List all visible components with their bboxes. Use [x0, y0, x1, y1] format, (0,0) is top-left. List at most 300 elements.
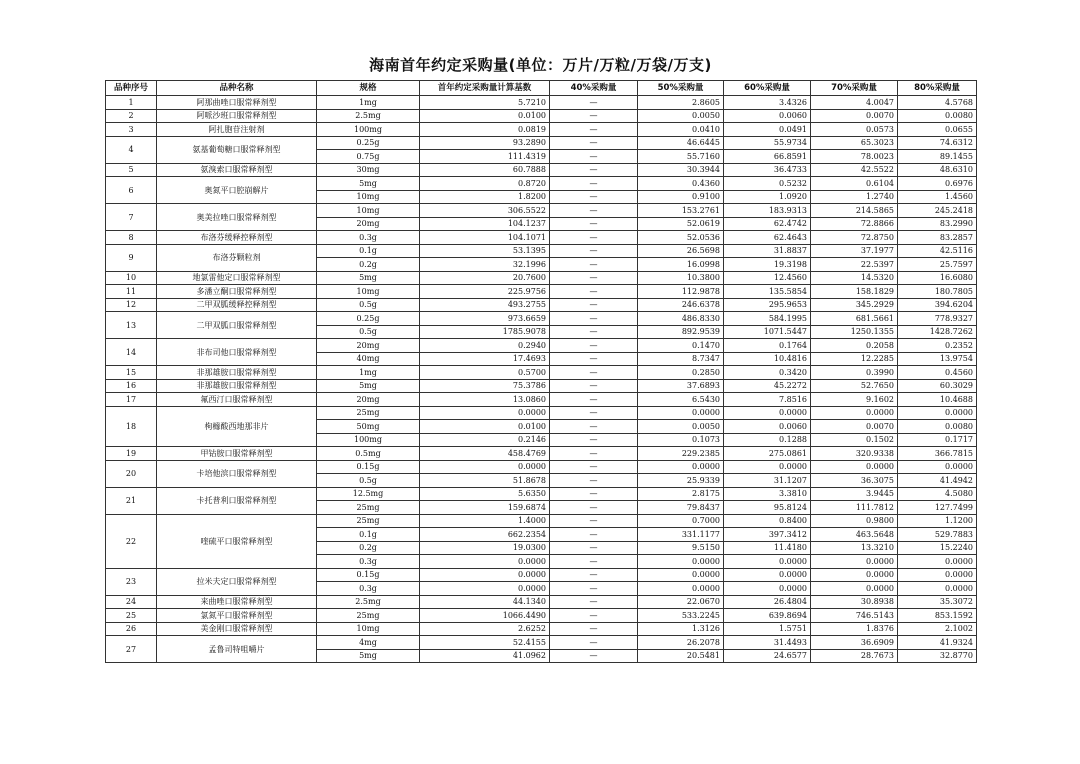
pct60-cell: 10.4816	[724, 352, 811, 366]
pct60-cell: 0.1288	[724, 433, 811, 447]
pct60-cell: 62.4643	[724, 231, 811, 245]
pct40-cell: —	[550, 258, 638, 272]
pct80-cell: 0.0000	[898, 582, 977, 596]
spec-cell: 0.15g	[317, 460, 420, 474]
pct80-cell: 853.1592	[898, 609, 977, 623]
pct40-cell: —	[550, 271, 638, 285]
pct60-cell: 31.4493	[724, 636, 811, 650]
pct40-cell: —	[550, 109, 638, 123]
spec-cell: 4mg	[317, 636, 420, 650]
pct40-cell: —	[550, 96, 638, 110]
variety-name-cell: 氟西汀口服常释剂型	[157, 393, 317, 407]
pct80-cell: 16.6080	[898, 271, 977, 285]
variety-no-cell: 16	[106, 379, 157, 393]
pct50-cell: 26.2078	[638, 636, 724, 650]
pct80-cell: 35.3072	[898, 595, 977, 609]
pct60-cell: 3.3810	[724, 487, 811, 501]
pct80-cell: 1.4560	[898, 190, 977, 204]
pct80-cell: 60.3029	[898, 379, 977, 393]
header-base-volume: 首年约定采购量计算基数	[420, 81, 550, 96]
pct40-cell: —	[550, 582, 638, 596]
variety-no-cell: 27	[106, 636, 157, 663]
pct60-cell: 1.0920	[724, 190, 811, 204]
pct80-cell: 83.2857	[898, 231, 977, 245]
pct70-cell: 0.0070	[811, 109, 898, 123]
pct70-cell: 72.8866	[811, 217, 898, 231]
spec-cell: 1mg	[317, 366, 420, 380]
table-row	[106, 406, 977, 420]
pct70-cell: 0.0573	[811, 123, 898, 137]
spec-cell: 0.5g	[317, 325, 420, 339]
pct70-cell: 4.0047	[811, 96, 898, 110]
base-volume-cell: 0.5700	[420, 366, 550, 380]
variety-no-cell: 15	[106, 366, 157, 380]
header-variety-no: 品种序号	[106, 81, 157, 96]
variety-name-cell: 非那雄胺口服常释剂型	[157, 366, 317, 380]
pct80-cell: 0.0000	[898, 568, 977, 582]
variety-name-cell: 美金刚口服常释剂型	[157, 622, 317, 636]
pct80-cell: 0.0000	[898, 555, 977, 569]
pct80-cell: 83.2990	[898, 217, 977, 231]
base-volume-cell: 225.9756	[420, 285, 550, 299]
table-row	[106, 636, 977, 650]
pct50-cell: 52.0619	[638, 217, 724, 231]
spec-cell: 20mg	[317, 339, 420, 353]
pct50-cell: 1.3126	[638, 622, 724, 636]
pct40-cell: —	[550, 217, 638, 231]
pct70-cell: 0.0000	[811, 582, 898, 596]
pct60-cell: 639.8694	[724, 609, 811, 623]
variety-name-cell: 甲钴胺口服常释剂型	[157, 447, 317, 461]
pct40-cell: —	[550, 528, 638, 542]
variety-no-cell: 2	[106, 109, 157, 123]
pct60-cell: 0.0060	[724, 420, 811, 434]
pct80-cell: 778.9327	[898, 312, 977, 326]
spec-cell: 0.75g	[317, 150, 420, 164]
base-volume-cell: 1066.4490	[420, 609, 550, 623]
spec-cell: 25mg	[317, 406, 420, 420]
variety-name-cell: 非那雄胺口服常释剂型	[157, 379, 317, 393]
pct70-cell: 111.7812	[811, 501, 898, 515]
base-volume-cell: 19.0300	[420, 541, 550, 555]
variety-no-cell: 22	[106, 514, 157, 568]
table-row	[106, 96, 977, 110]
pct80-cell: 13.9754	[898, 352, 977, 366]
base-volume-cell: 0.0000	[420, 460, 550, 474]
pct60-cell: 12.4560	[724, 271, 811, 285]
pct60-cell: 0.3420	[724, 366, 811, 380]
table-row	[106, 379, 977, 393]
variety-no-cell: 3	[106, 123, 157, 137]
base-volume-cell: 0.0000	[420, 568, 550, 582]
spec-cell: 100mg	[317, 433, 420, 447]
pct50-cell: 22.0670	[638, 595, 724, 609]
table-row	[106, 231, 977, 245]
pct40-cell: —	[550, 312, 638, 326]
pct60-cell: 275.0861	[724, 447, 811, 461]
pct60-cell: 397.3412	[724, 528, 811, 542]
pct70-cell: 0.0000	[811, 555, 898, 569]
variety-name-cell: 阿扎胞苷注射剂	[157, 123, 317, 137]
spec-cell: 2.5mg	[317, 595, 420, 609]
base-volume-cell: 104.1071	[420, 231, 550, 245]
base-volume-cell: 0.0000	[420, 406, 550, 420]
spec-cell: 0.5g	[317, 474, 420, 488]
variety-no-cell: 26	[106, 622, 157, 636]
pct40-cell: —	[550, 379, 638, 393]
pct40-cell: —	[550, 609, 638, 623]
pct70-cell: 746.5143	[811, 609, 898, 623]
pct50-cell: 0.0050	[638, 420, 724, 434]
pct50-cell: 6.5430	[638, 393, 724, 407]
pct40-cell: —	[550, 514, 638, 528]
pct60-cell: 135.5854	[724, 285, 811, 299]
pct80-cell: 41.9324	[898, 636, 977, 650]
header-60pct: 60%采购量	[724, 81, 811, 96]
pct40-cell: —	[550, 541, 638, 555]
pct40-cell: —	[550, 285, 638, 299]
variety-no-cell: 12	[106, 298, 157, 312]
pct70-cell: 0.3990	[811, 366, 898, 380]
pct80-cell: 0.1717	[898, 433, 977, 447]
base-volume-cell: 2.6252	[420, 622, 550, 636]
table-row	[106, 622, 977, 636]
pct40-cell: —	[550, 555, 638, 569]
variety-no-cell: 7	[106, 204, 157, 231]
pct50-cell: 229.2385	[638, 447, 724, 461]
pct40-cell: —	[550, 339, 638, 353]
pct70-cell: 0.2058	[811, 339, 898, 353]
variety-no-cell: 19	[106, 447, 157, 461]
base-volume-cell: 41.0962	[420, 649, 550, 663]
pct70-cell: 36.6909	[811, 636, 898, 650]
variety-name-cell: 喹硫平口服常释剂型	[157, 514, 317, 568]
variety-no-cell: 25	[106, 609, 157, 623]
spec-cell: 25mg	[317, 609, 420, 623]
pct50-cell: 2.8175	[638, 487, 724, 501]
variety-no-cell: 20	[106, 460, 157, 487]
spec-cell: 2.5mg	[317, 109, 420, 123]
header-spec: 规格	[317, 81, 420, 96]
pct50-cell: 0.0410	[638, 123, 724, 137]
pct50-cell: 246.6378	[638, 298, 724, 312]
table-row	[106, 271, 977, 285]
variety-no-cell: 14	[106, 339, 157, 366]
base-volume-cell: 13.0860	[420, 393, 550, 407]
pct50-cell: 37.6893	[638, 379, 724, 393]
spec-cell: 0.25g	[317, 136, 420, 150]
pct80-cell: 1.1200	[898, 514, 977, 528]
pct60-cell: 1071.5447	[724, 325, 811, 339]
pct50-cell: 486.8330	[638, 312, 724, 326]
pct40-cell: —	[550, 393, 638, 407]
base-volume-cell: 159.6874	[420, 501, 550, 515]
pct40-cell: —	[550, 568, 638, 582]
pct50-cell: 0.0000	[638, 460, 724, 474]
base-volume-cell: 51.8678	[420, 474, 550, 488]
pct50-cell: 0.0000	[638, 406, 724, 420]
pct70-cell: 14.5320	[811, 271, 898, 285]
pct80-cell: 180.7805	[898, 285, 977, 299]
pct80-cell: 394.6204	[898, 298, 977, 312]
pct50-cell: 25.9339	[638, 474, 724, 488]
base-volume-cell: 1785.9078	[420, 325, 550, 339]
variety-name-cell: 氯氮平口服常释剂型	[157, 609, 317, 623]
pct50-cell: 10.3800	[638, 271, 724, 285]
pct80-cell: 42.5116	[898, 244, 977, 258]
spec-cell: 0.3g	[317, 582, 420, 596]
variety-name-cell: 氨基葡萄糖口服常释剂型	[157, 136, 317, 163]
spec-cell: 10mg	[317, 285, 420, 299]
header-40pct: 40%采购量	[550, 81, 638, 96]
base-volume-cell: 0.0819	[420, 123, 550, 137]
base-volume-cell: 0.0100	[420, 109, 550, 123]
spec-cell: 0.25g	[317, 312, 420, 326]
pct40-cell: —	[550, 622, 638, 636]
spec-cell: 0.2g	[317, 541, 420, 555]
pct50-cell: 0.7000	[638, 514, 724, 528]
pct40-cell: —	[550, 136, 638, 150]
pct70-cell: 345.2929	[811, 298, 898, 312]
table-row	[106, 447, 977, 461]
variety-no-cell: 17	[106, 393, 157, 407]
table-row	[106, 339, 977, 353]
pct50-cell: 533.2245	[638, 609, 724, 623]
spec-cell: 5mg	[317, 271, 420, 285]
pct80-cell: 89.1455	[898, 150, 977, 164]
base-volume-cell: 20.7600	[420, 271, 550, 285]
pct50-cell: 26.5698	[638, 244, 724, 258]
base-volume-cell: 1.4000	[420, 514, 550, 528]
pct40-cell: —	[550, 204, 638, 218]
spec-cell: 20mg	[317, 393, 420, 407]
pct70-cell: 37.1977	[811, 244, 898, 258]
variety-no-cell: 6	[106, 177, 157, 204]
variety-name-cell: 非布司他口服常释剂型	[157, 339, 317, 366]
pct70-cell: 463.5648	[811, 528, 898, 542]
pct70-cell: 0.0000	[811, 406, 898, 420]
variety-name-cell: 来曲唑口服常释剂型	[157, 595, 317, 609]
variety-name-cell: 孟鲁司特咀嚼片	[157, 636, 317, 663]
table-row	[106, 393, 977, 407]
pct40-cell: —	[550, 595, 638, 609]
pct50-cell: 55.7160	[638, 150, 724, 164]
variety-name-cell: 布洛芬缓释控释剂型	[157, 231, 317, 245]
table-row	[106, 298, 977, 312]
page-title: 海南首年约定采购量(单位：万片/万粒/万袋/万支)	[369, 56, 712, 74]
variety-no-cell: 9	[106, 244, 157, 271]
pct40-cell: —	[550, 123, 638, 137]
pct70-cell: 0.0000	[811, 460, 898, 474]
pct50-cell: 112.9878	[638, 285, 724, 299]
base-volume-cell: 0.0000	[420, 555, 550, 569]
variety-name-cell: 地氯雷他定口服常释剂型	[157, 271, 317, 285]
spec-cell: 10mg	[317, 190, 420, 204]
base-volume-cell: 17.4693	[420, 352, 550, 366]
table-row	[106, 123, 977, 137]
pct80-cell: 25.7597	[898, 258, 977, 272]
pct50-cell: 0.0000	[638, 568, 724, 582]
variety-no-cell: 1	[106, 96, 157, 110]
pct70-cell: 681.5661	[811, 312, 898, 326]
header-80pct: 80%采购量	[898, 81, 977, 96]
base-volume-cell: 53.1395	[420, 244, 550, 258]
spec-cell: 0.5g	[317, 298, 420, 312]
pct80-cell: 48.6310	[898, 163, 977, 177]
spec-cell: 25mg	[317, 514, 420, 528]
pct60-cell: 62.4742	[724, 217, 811, 231]
pct40-cell: —	[550, 231, 638, 245]
pct60-cell: 55.9734	[724, 136, 811, 150]
pct40-cell: —	[550, 501, 638, 515]
base-volume-cell: 0.0000	[420, 582, 550, 596]
variety-name-cell: 奥美拉唑口服常释剂型	[157, 204, 317, 231]
pct50-cell: 30.3944	[638, 163, 724, 177]
pct50-cell: 0.1073	[638, 433, 724, 447]
spec-cell: 20mg	[317, 217, 420, 231]
pct50-cell: 892.9539	[638, 325, 724, 339]
pct70-cell: 42.5522	[811, 163, 898, 177]
table-row	[106, 595, 977, 609]
variety-name-cell: 奥氮平口腔崩解片	[157, 177, 317, 204]
pct40-cell: —	[550, 150, 638, 164]
table-row	[106, 312, 977, 326]
variety-name-cell: 卡培他滨口服常释剂型	[157, 460, 317, 487]
base-volume-cell: 44.1340	[420, 595, 550, 609]
pct80-cell: 10.4688	[898, 393, 977, 407]
pct70-cell: 65.3023	[811, 136, 898, 150]
spec-cell: 1mg	[317, 96, 420, 110]
pct60-cell: 31.1207	[724, 474, 811, 488]
pct70-cell: 1250.1355	[811, 325, 898, 339]
pct60-cell: 0.8400	[724, 514, 811, 528]
pct40-cell: —	[550, 163, 638, 177]
spec-cell: 0.3g	[317, 231, 420, 245]
pct80-cell: 0.4560	[898, 366, 977, 380]
pct40-cell: —	[550, 325, 638, 339]
variety-name-cell: 阿哌沙班口服常释剂型	[157, 109, 317, 123]
table-row	[106, 177, 977, 191]
pct60-cell: 24.6577	[724, 649, 811, 663]
pct70-cell: 78.0023	[811, 150, 898, 164]
pct40-cell: —	[550, 352, 638, 366]
pct60-cell: 295.9653	[724, 298, 811, 312]
table-row	[106, 366, 977, 380]
spec-cell: 12.5mg	[317, 487, 420, 501]
spec-cell: 0.2g	[317, 258, 420, 272]
pct50-cell: 0.2850	[638, 366, 724, 380]
pct50-cell: 153.2761	[638, 204, 724, 218]
spec-cell: 100mg	[317, 123, 420, 137]
pct60-cell: 11.4180	[724, 541, 811, 555]
spec-cell: 5mg	[317, 379, 420, 393]
variety-name-cell: 枸橼酸西地那非片	[157, 406, 317, 447]
variety-no-cell: 4	[106, 136, 157, 163]
variety-name-cell: 拉米夫定口服常释剂型	[157, 568, 317, 595]
pct70-cell: 13.3210	[811, 541, 898, 555]
pct40-cell: —	[550, 474, 638, 488]
pct80-cell: 15.2240	[898, 541, 977, 555]
spec-cell: 0.1g	[317, 244, 420, 258]
pct70-cell: 0.9800	[811, 514, 898, 528]
variety-no-cell: 23	[106, 568, 157, 595]
pct80-cell: 366.7815	[898, 447, 977, 461]
variety-name-cell: 氨溴索口服常释剂型	[157, 163, 317, 177]
variety-no-cell: 21	[106, 487, 157, 514]
pct50-cell: 20.5481	[638, 649, 724, 663]
pct70-cell: 72.8750	[811, 231, 898, 245]
pct40-cell: —	[550, 447, 638, 461]
spec-cell: 10mg	[317, 622, 420, 636]
pct60-cell: 3.4326	[724, 96, 811, 110]
base-volume-cell: 52.4155	[420, 636, 550, 650]
header-variety-name: 品种名称	[157, 81, 317, 96]
pct40-cell: —	[550, 460, 638, 474]
base-volume-cell: 75.3786	[420, 379, 550, 393]
spec-cell: 25mg	[317, 501, 420, 515]
spec-cell: 0.3g	[317, 555, 420, 569]
base-volume-cell: 93.2890	[420, 136, 550, 150]
table-row	[106, 204, 977, 218]
table-row	[106, 163, 977, 177]
pct70-cell: 158.1829	[811, 285, 898, 299]
pct60-cell: 0.0491	[724, 123, 811, 137]
base-volume-cell: 458.4769	[420, 447, 550, 461]
base-volume-cell: 306.5522	[420, 204, 550, 218]
base-volume-cell: 104.1237	[420, 217, 550, 231]
pct60-cell: 0.1764	[724, 339, 811, 353]
spec-cell: 30mg	[317, 163, 420, 177]
pct60-cell: 0.0060	[724, 109, 811, 123]
spec-cell: 0.1g	[317, 528, 420, 542]
pct40-cell: —	[550, 420, 638, 434]
pct70-cell: 28.7673	[811, 649, 898, 663]
pct60-cell: 1.5751	[724, 622, 811, 636]
pct60-cell: 36.4733	[724, 163, 811, 177]
table-row	[106, 609, 977, 623]
pct60-cell: 95.8124	[724, 501, 811, 515]
header-50pct: 50%采购量	[638, 81, 724, 96]
pct60-cell: 584.1995	[724, 312, 811, 326]
pct70-cell: 3.9445	[811, 487, 898, 501]
variety-name-cell: 多潘立酮口服常释剂型	[157, 285, 317, 299]
pct50-cell: 8.7347	[638, 352, 724, 366]
base-volume-cell: 662.2354	[420, 528, 550, 542]
pct80-cell: 0.6976	[898, 177, 977, 191]
base-volume-cell: 1.8200	[420, 190, 550, 204]
header-row	[106, 81, 977, 96]
pct60-cell: 0.0000	[724, 568, 811, 582]
table-row	[106, 285, 977, 299]
spec-cell: 10mg	[317, 204, 420, 218]
pct70-cell: 30.8938	[811, 595, 898, 609]
variety-name-cell: 二甲双胍口服常释剂型	[157, 312, 317, 339]
pct80-cell: 0.0080	[898, 420, 977, 434]
pct80-cell: 4.5080	[898, 487, 977, 501]
pct50-cell: 46.6445	[638, 136, 724, 150]
pct40-cell: —	[550, 649, 638, 663]
pct80-cell: 0.0000	[898, 406, 977, 420]
pct40-cell: —	[550, 366, 638, 380]
variety-no-cell: 24	[106, 595, 157, 609]
pct40-cell: —	[550, 177, 638, 191]
base-volume-cell: 111.4319	[420, 150, 550, 164]
pct80-cell: 245.2418	[898, 204, 977, 218]
table-row	[106, 514, 977, 528]
pct80-cell: 529.7883	[898, 528, 977, 542]
variety-no-cell: 8	[106, 231, 157, 245]
pct50-cell: 52.0536	[638, 231, 724, 245]
